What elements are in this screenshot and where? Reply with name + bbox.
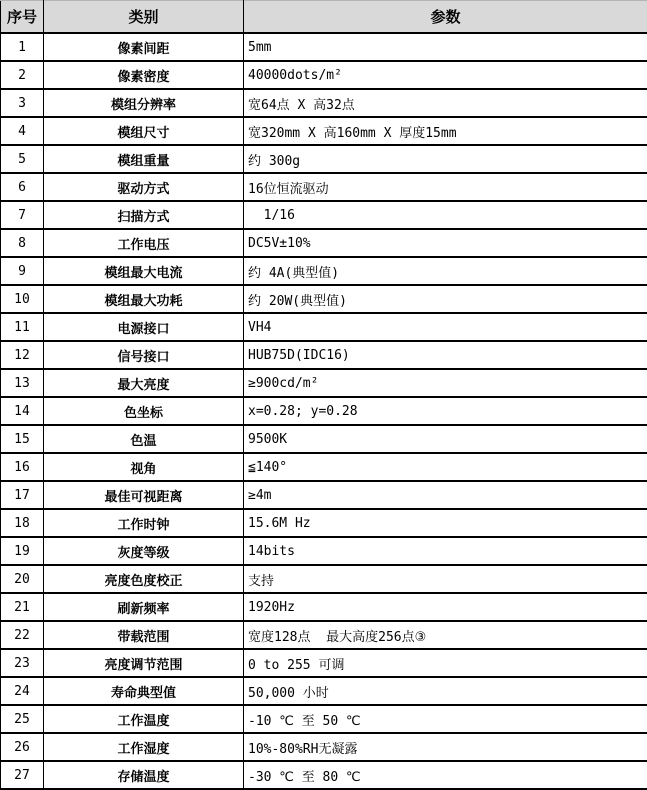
row-number-cell: 16 [1, 453, 44, 481]
category-cell: 像素密度 [44, 61, 244, 89]
row-number-cell: 6 [1, 173, 44, 201]
row-number-cell: 14 [1, 397, 44, 425]
category-cell: 工作湿度 [44, 733, 244, 761]
row-number-cell: 17 [1, 481, 44, 509]
category-cell: 工作电压 [44, 229, 244, 257]
category-cell: 模组最大电流 [44, 257, 244, 285]
row-number-cell: 21 [1, 593, 44, 621]
row-number-cell: 20 [1, 565, 44, 593]
column-header-no: 序号 [1, 1, 44, 34]
category-cell: 亮度色度校正 [44, 565, 244, 593]
param-cell: DC5V±10% [244, 229, 647, 257]
table-row [1, 705, 647, 733]
column-header-param: 参数 [244, 1, 647, 34]
param-cell: ≦140° [244, 453, 647, 481]
param-cell: 约 4A(典型值) [244, 257, 647, 285]
table-row [1, 229, 647, 257]
row-number-cell: 19 [1, 537, 44, 565]
row-number-cell: 24 [1, 677, 44, 705]
table-row [1, 481, 647, 509]
row-number-cell: 18 [1, 509, 44, 537]
table-row [1, 453, 647, 481]
param-cell: -10 ℃ 至 50 ℃ [244, 705, 647, 733]
table-row [1, 145, 647, 173]
param-cell: 5mm [244, 33, 647, 61]
table-row [1, 285, 647, 313]
row-number-cell: 27 [1, 761, 44, 789]
row-number-cell: 23 [1, 649, 44, 677]
param-cell: 9500K [244, 425, 647, 453]
param-cell: 0 to 255 可调 [244, 649, 647, 677]
param-cell: ≥4m [244, 481, 647, 509]
table-row [1, 425, 647, 453]
category-cell: 电源接口 [44, 313, 244, 341]
category-cell: 存储温度 [44, 761, 244, 789]
category-cell: 工作温度 [44, 705, 244, 733]
param-cell: 宽64点 X 高32点 [244, 89, 647, 117]
table-row [1, 649, 647, 677]
row-number-cell: 7 [1, 201, 44, 229]
table-row [1, 33, 647, 61]
table-row [1, 509, 647, 537]
category-cell: 信号接口 [44, 341, 244, 369]
param-cell: 1920Hz [244, 593, 647, 621]
category-cell: 灰度等级 [44, 537, 244, 565]
table-row [1, 173, 647, 201]
table-row [1, 89, 647, 117]
param-cell: 40000dots/m² [244, 61, 647, 89]
category-cell: 模组最大功耗 [44, 285, 244, 313]
category-cell: 亮度调节范围 [44, 649, 244, 677]
table-row [1, 117, 647, 145]
param-cell: -30 ℃ 至 80 ℃ [244, 761, 647, 789]
param-cell: 1/16 [244, 201, 647, 229]
param-cell: 支持 [244, 565, 647, 593]
category-cell: 视角 [44, 453, 244, 481]
table-row [1, 61, 647, 89]
row-number-cell: 22 [1, 621, 44, 649]
table-row [1, 621, 647, 649]
table-row [1, 397, 647, 425]
param-cell: 15.6M Hz [244, 509, 647, 537]
row-number-cell: 3 [1, 89, 44, 117]
category-cell: 带载范围 [44, 621, 244, 649]
param-cell: 宽320mm X 高160mm X 厚度15mm [244, 117, 647, 145]
table-row [1, 733, 647, 761]
category-cell: 驱动方式 [44, 173, 244, 201]
table-row [1, 201, 647, 229]
category-cell: 最大亮度 [44, 369, 244, 397]
param-cell: 14bits [244, 537, 647, 565]
row-number-cell: 5 [1, 145, 44, 173]
row-number-cell: 15 [1, 425, 44, 453]
param-cell: x=0.28; y=0.28 [244, 397, 647, 425]
row-number-cell: 4 [1, 117, 44, 145]
table-row [1, 369, 647, 397]
param-cell: VH4 [244, 313, 647, 341]
category-cell: 寿命典型值 [44, 677, 244, 705]
row-number-cell: 10 [1, 285, 44, 313]
row-number-cell: 1 [1, 33, 44, 61]
table-row [1, 677, 647, 705]
table-row [1, 761, 647, 789]
row-number-cell: 11 [1, 313, 44, 341]
header-row [1, 1, 647, 34]
category-cell: 工作时钟 [44, 509, 244, 537]
category-cell: 色温 [44, 425, 244, 453]
row-number-cell: 2 [1, 61, 44, 89]
param-cell: 宽度128点 最大高度256点③ [244, 621, 647, 649]
row-number-cell: 25 [1, 705, 44, 733]
table-row [1, 257, 647, 285]
category-cell: 扫描方式 [44, 201, 244, 229]
row-number-cell: 26 [1, 733, 44, 761]
row-number-cell: 12 [1, 341, 44, 369]
row-number-cell: 8 [1, 229, 44, 257]
param-cell: ≥900cd/m² [244, 369, 647, 397]
category-cell: 最佳可视距离 [44, 481, 244, 509]
category-cell: 刷新频率 [44, 593, 244, 621]
category-cell: 模组重量 [44, 145, 244, 173]
table-row [1, 593, 647, 621]
param-cell: 10%-80%RH无凝露 [244, 733, 647, 761]
column-header-category: 类别 [44, 1, 244, 34]
param-cell: 16位恒流驱动 [244, 173, 647, 201]
category-cell: 模组分辨率 [44, 89, 244, 117]
category-cell: 色坐标 [44, 397, 244, 425]
param-cell: 约 300g [244, 145, 647, 173]
category-cell: 像素间距 [44, 33, 244, 61]
table-row [1, 565, 647, 593]
table-row [1, 537, 647, 565]
row-number-cell: 9 [1, 257, 44, 285]
table-row [1, 341, 647, 369]
param-cell: HUB75D(IDC16) [244, 341, 647, 369]
param-cell: 约 20W(典型值) [244, 285, 647, 313]
row-number-cell: 13 [1, 369, 44, 397]
table-row [1, 313, 647, 341]
spec-table-body [1, 33, 647, 789]
param-cell: 50,000 小时 [244, 677, 647, 705]
spec-table-header [1, 1, 647, 34]
category-cell: 模组尺寸 [44, 117, 244, 145]
